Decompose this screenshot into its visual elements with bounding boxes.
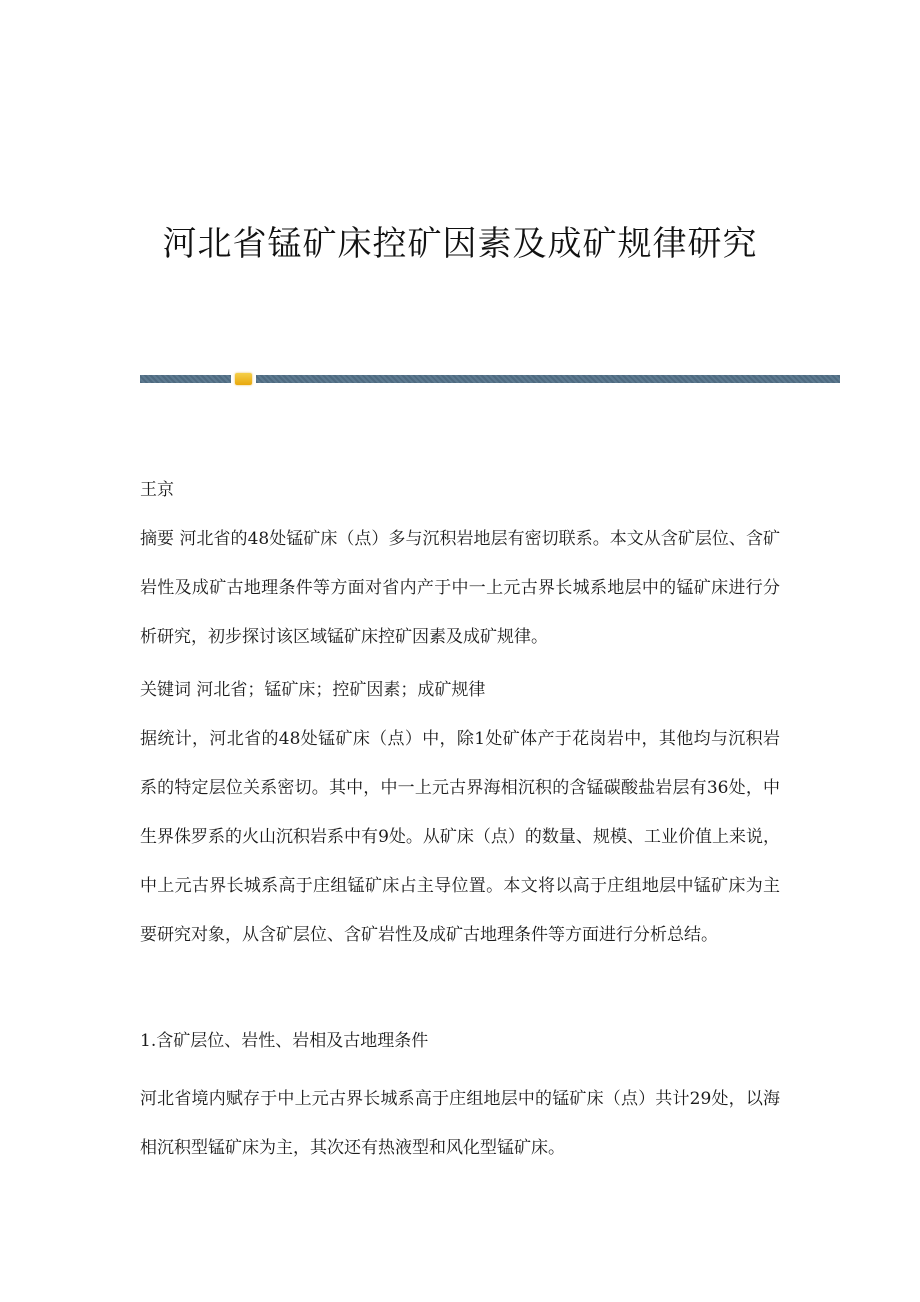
title-divider-right: [256, 375, 840, 383]
author: 王京: [140, 480, 174, 500]
abstract-paragraph: 摘要 河北省的48处锰矿床（点）多与沉积岩地层有密切联系。本文从含矿层位、含矿岩性及成矿古地理条件等方面对省内产于中一上元古界长城系地层中的锰矿床进行分析研究，初步探讨该区域锰矿床控矿因素及成矿规律。: [140, 529, 780, 647]
divider-ornament-icon: [235, 373, 252, 385]
section-1-heading: 1.含矿层位、岩性、岩相及古地理条件: [140, 1031, 429, 1051]
intro-paragraph: 据统计，河北省的48处锰矿床（点）中，除1处矿体产于花岗岩中，其他均与沉积岩系的特定层位关系密切。其中，中一上元古界海相沉积的含锰碳酸盐岩层有36处，中生界侏罗系的火山沉积岩系中有9处。从矿床（点）的数量、规模、工业价值上来说，中上元古界长城系高于庄组锰矿床占主导位置。本文将以高于庄组地层中锰矿床为主要研究对象，从含矿层位、含矿岩性及成矿古地理条件等方面进行分析总结。: [140, 729, 780, 945]
section-1-body: 河北省境内赋存于中上元古界长城系高于庄组地层中的锰矿床（点）共计29处，以海相沉积型锰矿床为主，其次还有热液型和风化型锰矿床。: [140, 1089, 780, 1158]
title-divider-left: [140, 375, 231, 383]
keywords-paragraph: 关键词 河北省；锰矿床；控矿因素；成矿规律: [140, 680, 486, 700]
document-title: 河北省锰矿床控矿因素及成矿规律研究: [162, 224, 758, 264]
